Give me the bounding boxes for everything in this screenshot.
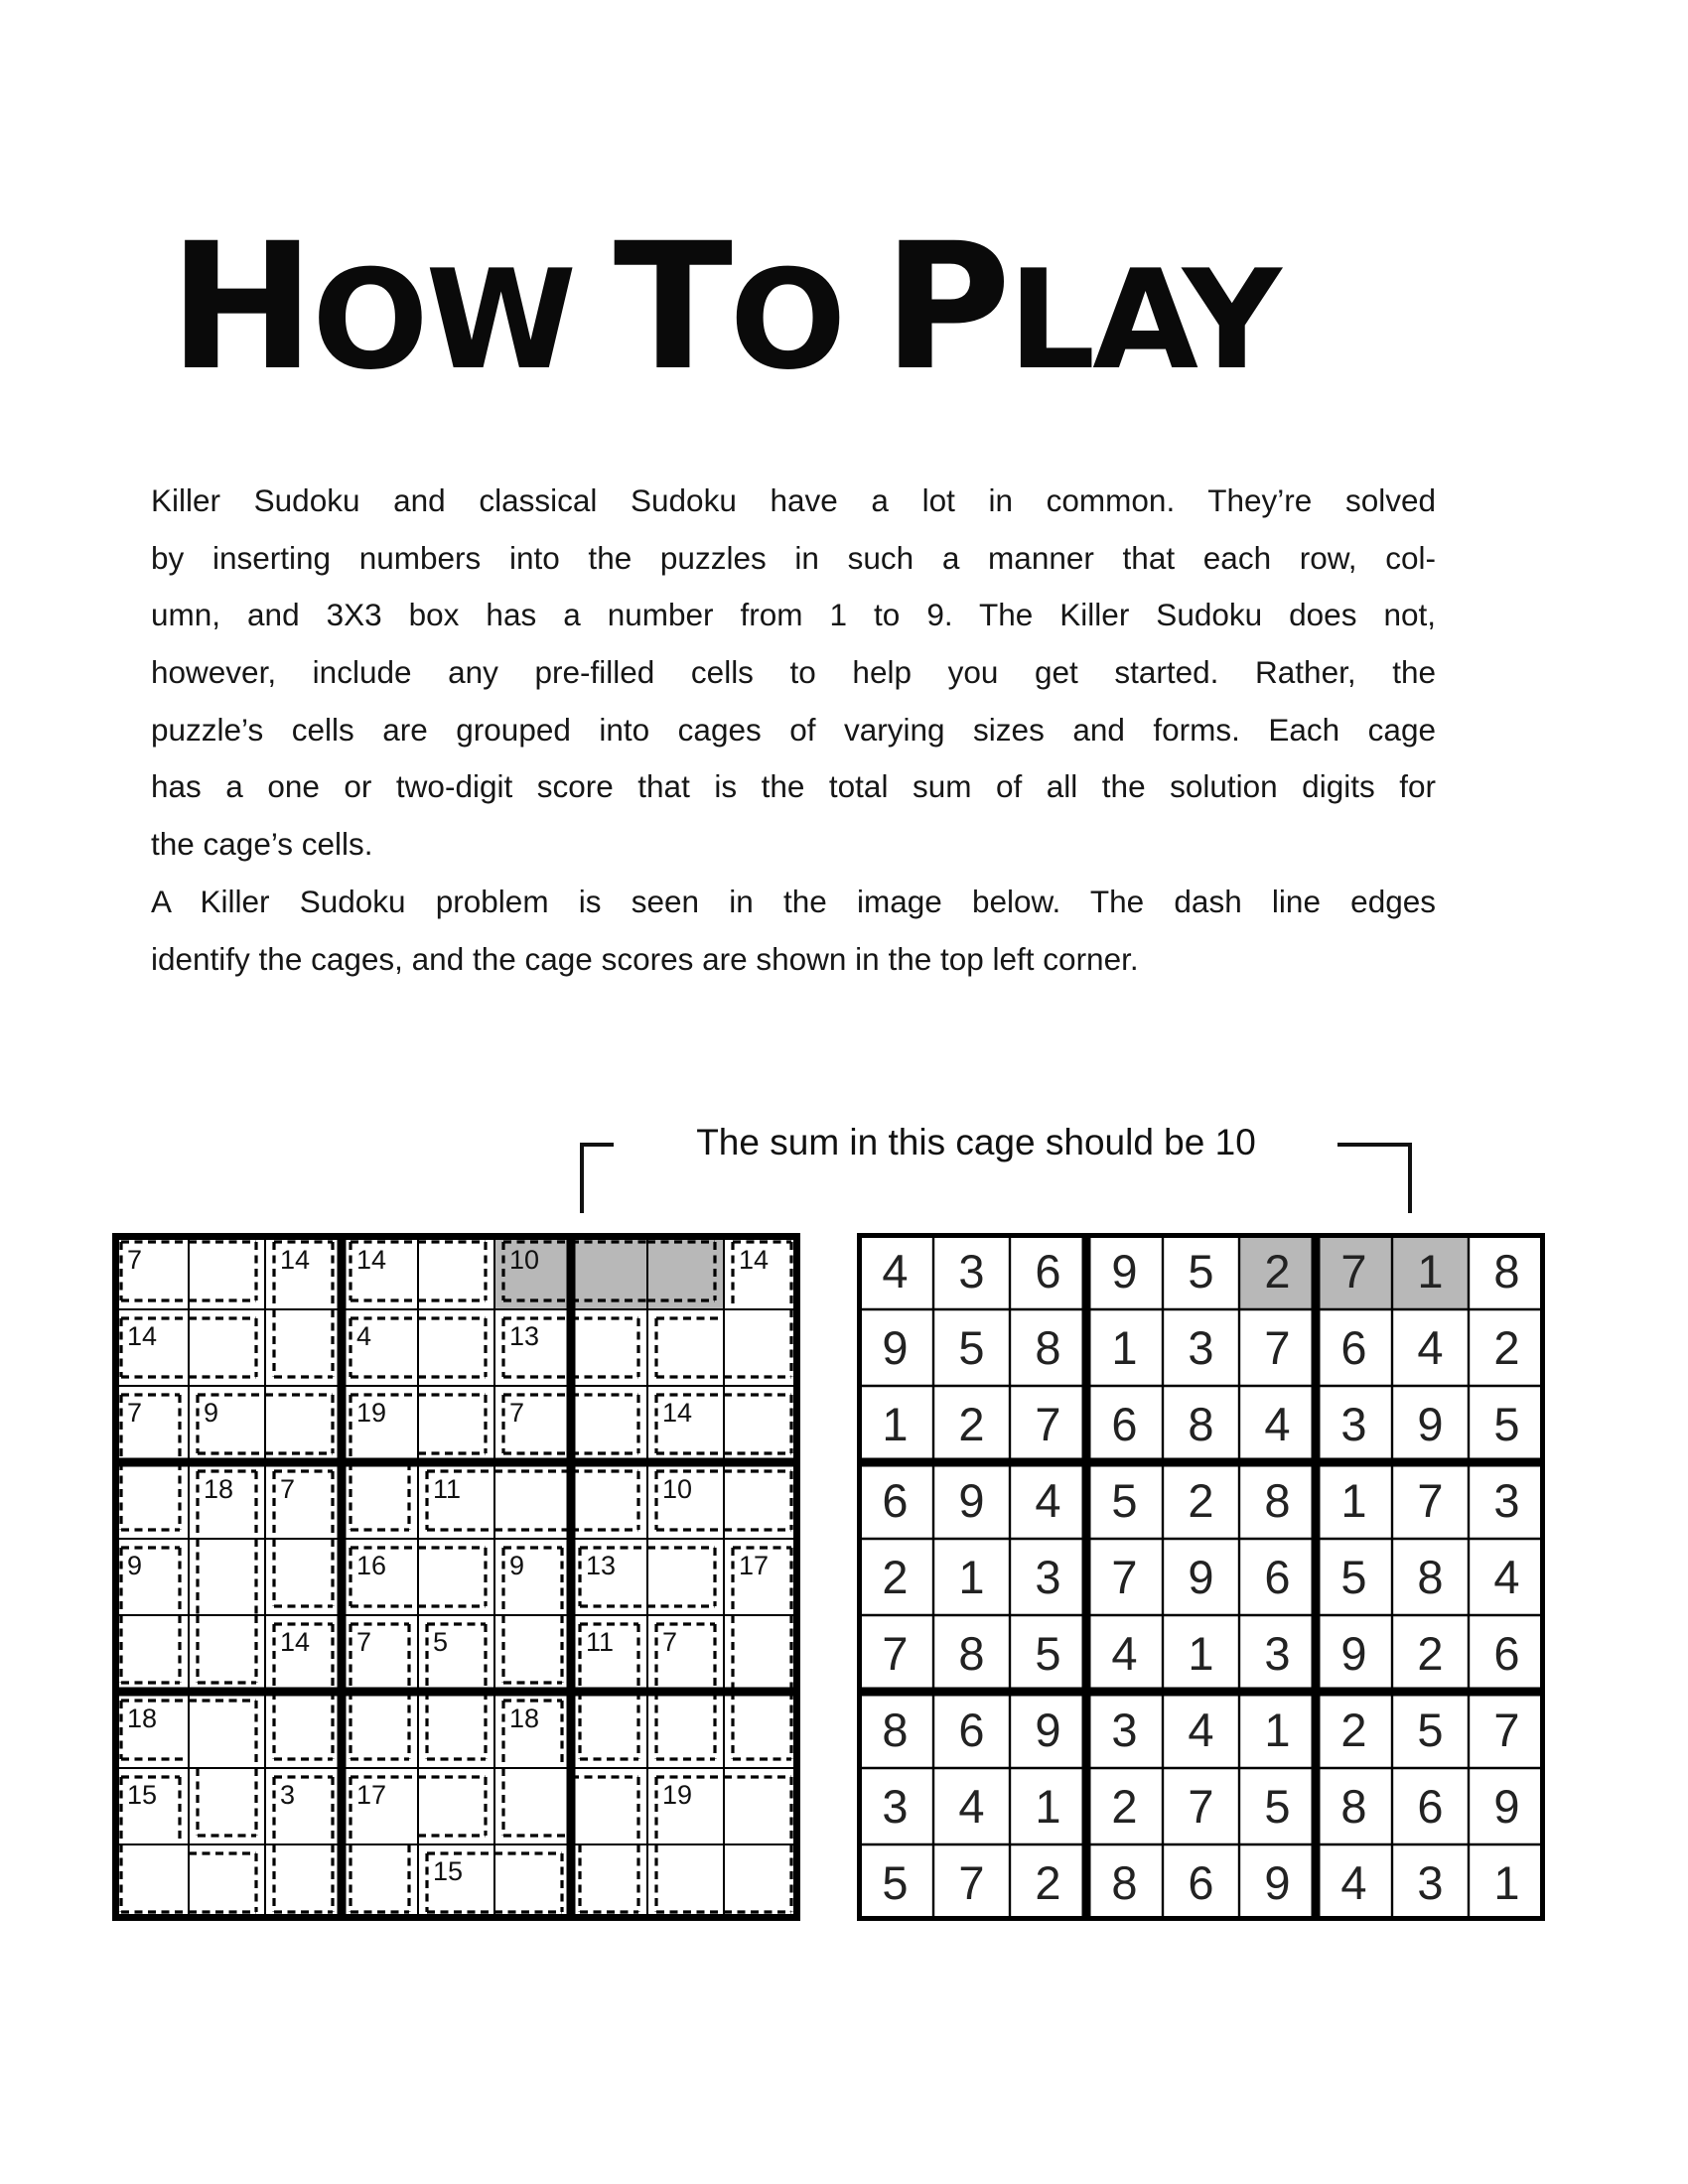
cage-sum: 13: [586, 1551, 617, 1580]
solution-digit: 4: [1340, 1856, 1367, 1909]
solution-digit: 8: [1264, 1474, 1291, 1527]
cage-sum: 15: [433, 1856, 464, 1886]
solution-digit: 9: [958, 1474, 985, 1527]
cage-outlines: [121, 1242, 791, 1912]
solution-digit: 6: [1417, 1780, 1444, 1833]
solution-digit: 3: [1264, 1627, 1291, 1680]
solution-digit: 6: [882, 1474, 909, 1527]
solution-digit: 3: [1111, 1704, 1138, 1756]
cage-sum: 7: [127, 1245, 143, 1275]
cage-sum: 14: [739, 1245, 770, 1275]
solution-grid-canvas: [857, 1233, 1545, 1921]
cage-sum: 19: [662, 1780, 693, 1810]
solution-digits: [882, 1245, 1519, 1909]
title-word: TO: [613, 205, 844, 409]
solution-digit: 4: [1417, 1321, 1444, 1374]
solution-digit: 7: [1188, 1780, 1214, 1833]
solution-digit: 1: [1493, 1856, 1520, 1909]
cage-sum: 14: [356, 1245, 387, 1275]
solution-digit: 5: [1111, 1474, 1138, 1527]
solution-digit: 1: [1417, 1245, 1444, 1297]
cage-sum: 19: [356, 1398, 387, 1428]
cage-sum: 11: [433, 1474, 462, 1504]
callout-bracket-right-icon: [1337, 1143, 1412, 1213]
solution-digit: 9: [1035, 1704, 1061, 1756]
cage-sum: 3: [280, 1780, 296, 1810]
sudoku-solution-grid: [857, 1233, 1545, 1926]
solution-digit: 4: [958, 1780, 985, 1833]
cage-sum: 7: [509, 1398, 525, 1428]
solution-digit: 2: [1035, 1856, 1061, 1909]
solution-digit: 9: [1264, 1856, 1291, 1909]
solution-digit: 9: [1493, 1780, 1520, 1833]
solution-digit: 2: [1417, 1627, 1444, 1680]
cage-sum: 18: [127, 1704, 158, 1733]
cage-sum: 11: [586, 1627, 615, 1657]
solution-digit: 5: [1035, 1627, 1061, 1680]
killer-sudoku-puzzle-grid: [112, 1233, 800, 1926]
solution-digit: 4: [1188, 1704, 1214, 1756]
page-title: [169, 205, 1319, 444]
solution-digit: 5: [1340, 1551, 1367, 1603]
solution-digit: 5: [958, 1321, 985, 1374]
cage-sum: 14: [662, 1398, 693, 1428]
solution-digit: 8: [882, 1704, 909, 1756]
cage-sum: 7: [280, 1474, 296, 1504]
cage-sum-callout: The sum in this cage should be 10: [696, 1122, 1256, 1162]
solution-digit: 3: [1035, 1551, 1061, 1603]
intro-text-line: puzzle’s cells are grouped into cages of varying sizes and forms. Each cage: [151, 711, 1436, 748]
intro-text-line: umn, and 3X3 box has a number from 1 to 9. The Killer Sudoku does not,: [151, 597, 1436, 633]
solution-digit: 2: [1264, 1245, 1291, 1297]
solution-digit: 7: [1111, 1551, 1138, 1603]
solution-digit: 3: [1340, 1398, 1367, 1450]
intro-text-line: A Killer Sudoku problem is seen in the image below. The dash line edges: [151, 883, 1436, 919]
cage-sum: 18: [509, 1704, 540, 1733]
solution-digit: 9: [1188, 1551, 1214, 1603]
cage-sum: 9: [204, 1398, 219, 1428]
solution-digit: 8: [1417, 1551, 1444, 1603]
solution-digit: 3: [958, 1245, 985, 1297]
solution-digit: 7: [1417, 1474, 1444, 1527]
shaded-cell: [647, 1233, 724, 1309]
solution-digit: 7: [1340, 1245, 1367, 1297]
solution-digit: 2: [1111, 1780, 1138, 1833]
solution-digit: 2: [1188, 1474, 1214, 1527]
cage-sum: 7: [356, 1627, 372, 1657]
solution-digit: 5: [882, 1856, 909, 1909]
solution-digit: 4: [1493, 1551, 1520, 1603]
solution-digit: 1: [958, 1551, 985, 1603]
solution-digit: 6: [1493, 1627, 1520, 1680]
solution-digit: 5: [1417, 1704, 1444, 1756]
solution-digit: 8: [1111, 1856, 1138, 1909]
killer-grid-canvas: [112, 1233, 800, 1921]
cage-sum: 15: [127, 1780, 158, 1810]
solution-digit: 1: [1340, 1474, 1367, 1527]
solution-digit: 8: [1340, 1780, 1367, 1833]
cage-sum: 18: [204, 1474, 234, 1504]
solution-digit: 7: [1493, 1704, 1520, 1756]
intro-text-line: by inserting numbers into the puzzles in such a manner that each row, col-: [151, 539, 1436, 576]
solution-digit: 5: [1264, 1780, 1291, 1833]
solution-digit: 8: [1188, 1398, 1214, 1450]
shaded-cell: [571, 1233, 647, 1309]
cage-sums: [127, 1245, 769, 1886]
solution-digit: 2: [958, 1398, 985, 1450]
cage-sum: 10: [662, 1474, 693, 1504]
cage-sum: 7: [662, 1627, 678, 1657]
solution-digit: 1: [1035, 1780, 1061, 1833]
solution-digit: 3: [1188, 1321, 1214, 1374]
solution-digit: 3: [1417, 1856, 1444, 1909]
solution-digit: 2: [1493, 1321, 1520, 1374]
solution-digit: 5: [1493, 1398, 1520, 1450]
solution-digit: 7: [882, 1627, 909, 1680]
title-word: PLAY: [883, 205, 1279, 409]
solution-digit: 7: [958, 1856, 985, 1909]
solution-digit: 5: [1188, 1245, 1214, 1297]
intro-text-line: identify the cages, and the cage scores are shown in the top left corner.: [151, 940, 1139, 977]
solution-digit: 9: [1340, 1627, 1367, 1680]
solution-digit: 8: [958, 1627, 985, 1680]
solution-digit: 6: [1188, 1856, 1214, 1909]
cage-sum: 14: [280, 1245, 311, 1275]
solution-digit: 6: [1035, 1245, 1061, 1297]
cage-sum: 17: [356, 1780, 387, 1810]
cage-sum: 9: [127, 1551, 143, 1580]
cage-sum: 10: [509, 1245, 540, 1275]
solution-digit: 4: [1264, 1398, 1291, 1450]
cage-sum: 7: [127, 1398, 143, 1428]
solution-digit: 9: [882, 1321, 909, 1374]
cage-sum: 17: [739, 1551, 770, 1580]
solution-digit: 7: [1264, 1321, 1291, 1374]
solution-digit: 1: [1111, 1321, 1138, 1374]
intro-text-line: has a one or two-digit score that is the total sum of all the solution digits for: [151, 768, 1436, 805]
cage-sum: 13: [509, 1321, 540, 1351]
solution-digit: 6: [958, 1704, 985, 1756]
solution-digit: 1: [882, 1398, 909, 1450]
solution-digit: 9: [1111, 1245, 1138, 1297]
solution-digit: 3: [1493, 1474, 1520, 1527]
solution-digit: 4: [1035, 1474, 1061, 1527]
solution-digit: 3: [882, 1780, 909, 1833]
solution-digit: 4: [1111, 1627, 1138, 1680]
solution-digit: 6: [1340, 1321, 1367, 1374]
solution-digit: 1: [1188, 1627, 1214, 1680]
intro-text-line: the cage’s cells.: [151, 826, 373, 863]
title-word: HOW: [169, 205, 574, 409]
cage-sum: 14: [280, 1627, 311, 1657]
solution-digit: 8: [1493, 1245, 1520, 1297]
solution-digit: 2: [882, 1551, 909, 1603]
solution-digit: 9: [1417, 1398, 1444, 1450]
solution-digit: 8: [1035, 1321, 1061, 1374]
cage-sum: 5: [433, 1627, 449, 1657]
intro-text-line: however, include any pre-filled cells to help you get started. Rather, the: [151, 654, 1436, 691]
callout-bracket-left-icon: [580, 1143, 614, 1213]
cage-sum: 4: [356, 1321, 372, 1351]
solution-digit: 6: [1111, 1398, 1138, 1450]
cage-sum: 14: [127, 1321, 158, 1351]
grid-lines: [112, 1233, 800, 1921]
solution-digit: 7: [1035, 1398, 1061, 1450]
cage-sum: 16: [356, 1551, 387, 1580]
intro-paragraphs: [151, 473, 1436, 988]
solution-digit: 1: [1264, 1704, 1291, 1756]
solution-digit: 2: [1340, 1704, 1367, 1756]
intro-text-line: Killer Sudoku and classical Sudoku have a lot in common. They’re solved: [151, 482, 1436, 518]
cage-sum: 9: [509, 1551, 525, 1580]
solution-digit: 6: [1264, 1551, 1291, 1603]
solution-digit: 4: [882, 1245, 909, 1297]
